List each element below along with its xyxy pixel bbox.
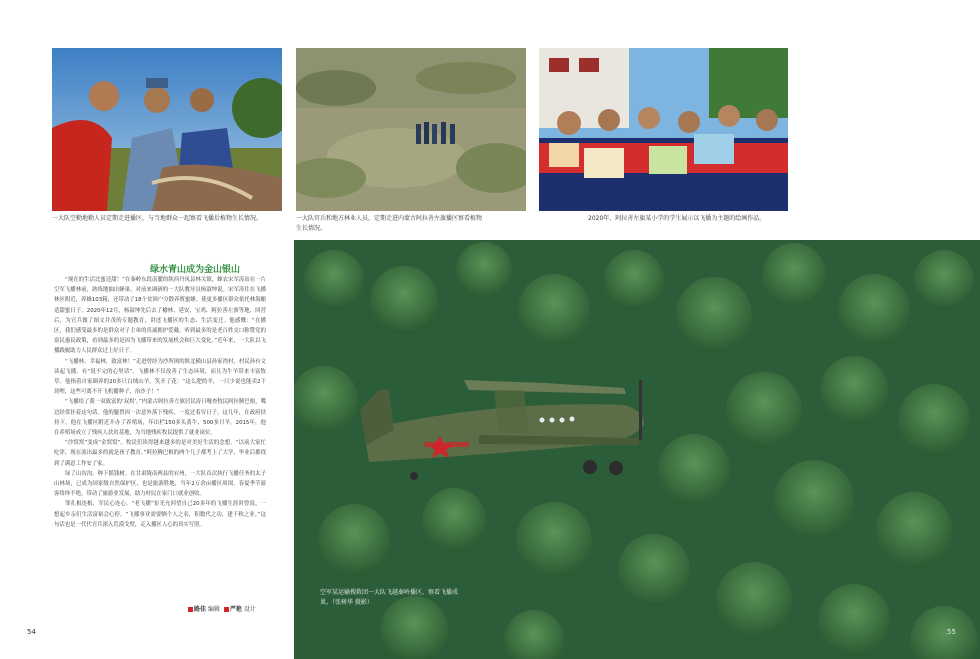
caption-photo-2: 一大队官兵和地方林业人员，定期走进内蒙古阿拉善左旗播区察看植物生长情况。 xyxy=(296,215,483,232)
photo-aircraft-forest xyxy=(294,240,980,659)
caption-photo-1: 一大队空勤地勤人员定期走进播区，与当地群众一起察看飞播后植物生长情况。 xyxy=(52,215,263,222)
editor-name: 路佳 xyxy=(194,606,207,613)
article-paragraph: 绿了山沟沟，种下摇钱树。在甘肃陇南两县的宕州，一大队首次执行飞播任务的太子山林场，已成为国家级自然保护区，也是旅游胜地，当年2万余亩播区周围，春夏季节游客络绎不绝，带动了旅游业发展，助力村民在家门口就业创收。 xyxy=(54,470,266,498)
photo-students-paintings xyxy=(539,48,788,211)
photo-field-inspection xyxy=(52,48,282,211)
caption-photo-3: 2020年，阿拉善左旗某小学的学生展示以飞播为主题的绘画作品。 xyxy=(588,215,766,222)
page-number-right: 55 xyxy=(947,628,956,636)
article-paragraph: “沙窝窝”变成“金窝窝”。牧民们谈得越来越多的是对美好生活的念想。“以前大家忙吃穿，现在流出最多的就是孩子教育。”阿拉腾巴根的两个儿子都考上了大学，毕业后都找到了满意工作安了家。 xyxy=(54,440,266,467)
page-number-left: 54 xyxy=(27,628,36,636)
credits xyxy=(186,604,256,613)
photo-grassland-group xyxy=(296,48,526,211)
editor-role: 编辑 xyxy=(207,606,220,613)
caption-main-photo: 空军某运输搜救团一大队飞越秦岭播区，察看飞播成果。（张树华 摄影） xyxy=(320,589,459,606)
designer-name: 严艳 xyxy=(229,606,242,613)
article-paragraph: “现在的生活比蜜还甜！”在秦岭东段南麓的陕西丹凤县林关镇，蜂农宋军涛站在一片空军飞播林前，熟练地抽出蜂巢，对前来调研的一大队教导员杨淑坤说。宋军涛往在飞播林区附近，养蜂103箱，还带动了18个贫困户分散养殖蜜蜂，使更多播区群众依托林海酿造甜蜜日子。2020年12月，杨淑坤先后去了榆林、延安、宝鸡、阿拉善左旗等地，回营后，为官兵做了图文并茂的专题教育，讲述飞播区的生态、生活变迁。他感慨：“在播区，我们感受最多的是群众对子主弟的真诚拥护爱戴。听到最多的是老百姓交口称赞党的富民惠民政策，看到最多的是因为飞播带来的发展机会和巨大变化。”近年来，一大队以飞播践履助力人民群众过上好日子。 xyxy=(54,277,266,355)
article-paragraph: “飞播给了我一双致富的‘双拐’。”内蒙古阿拉善左旗居民涛日嘎查牧民阿拉腾巴根，嘴边经常挂着这句话。他的腿曾因一次意外落下残疾，一度过着穷日子。这几年，在政府扶持下，他在飞播区附近开办了养殖场，年出栏150多头黄牛、500多只羊。2015年，他在养殖场成立了残疾人扶贫基地，为当地残疾牧民提供了就业岗位。 xyxy=(54,399,266,437)
article-heading: 绿水青山成为金山银山 xyxy=(149,265,240,275)
red-square-icon xyxy=(224,607,229,612)
article-body xyxy=(54,275,266,605)
article-paragraph: “飞播林，幸福林，致富林！”走进曾经为沙所困的陕北横山县孙家湾村，村民孙有文谈起飞播，有“说不完的心里话”。飞播林不仅改善了生态环境，而且为牛羊带来丰富牧草。他指着自家圈养的20多只白绒山羊，笑开了花：“这么肥的羊，一只少说也能卖2千块哩，这些可离不开飞机播种子、治沙子！” xyxy=(54,358,266,396)
red-square-icon xyxy=(188,607,193,612)
article-paragraph: 罪孔根连根，军民心连心。“老飞播”崔光允回望自己20多年的飞播生涯时曾说，一想起乡亲们生活富裕会心停。“飞播事业需要牺个人之名，积数代之功，建千秋之业。”这句话也是一代代官兵深入荒漠戈壁，走入播区人心的真实写照。 xyxy=(54,501,266,528)
designer-role: 设计 xyxy=(243,606,256,613)
